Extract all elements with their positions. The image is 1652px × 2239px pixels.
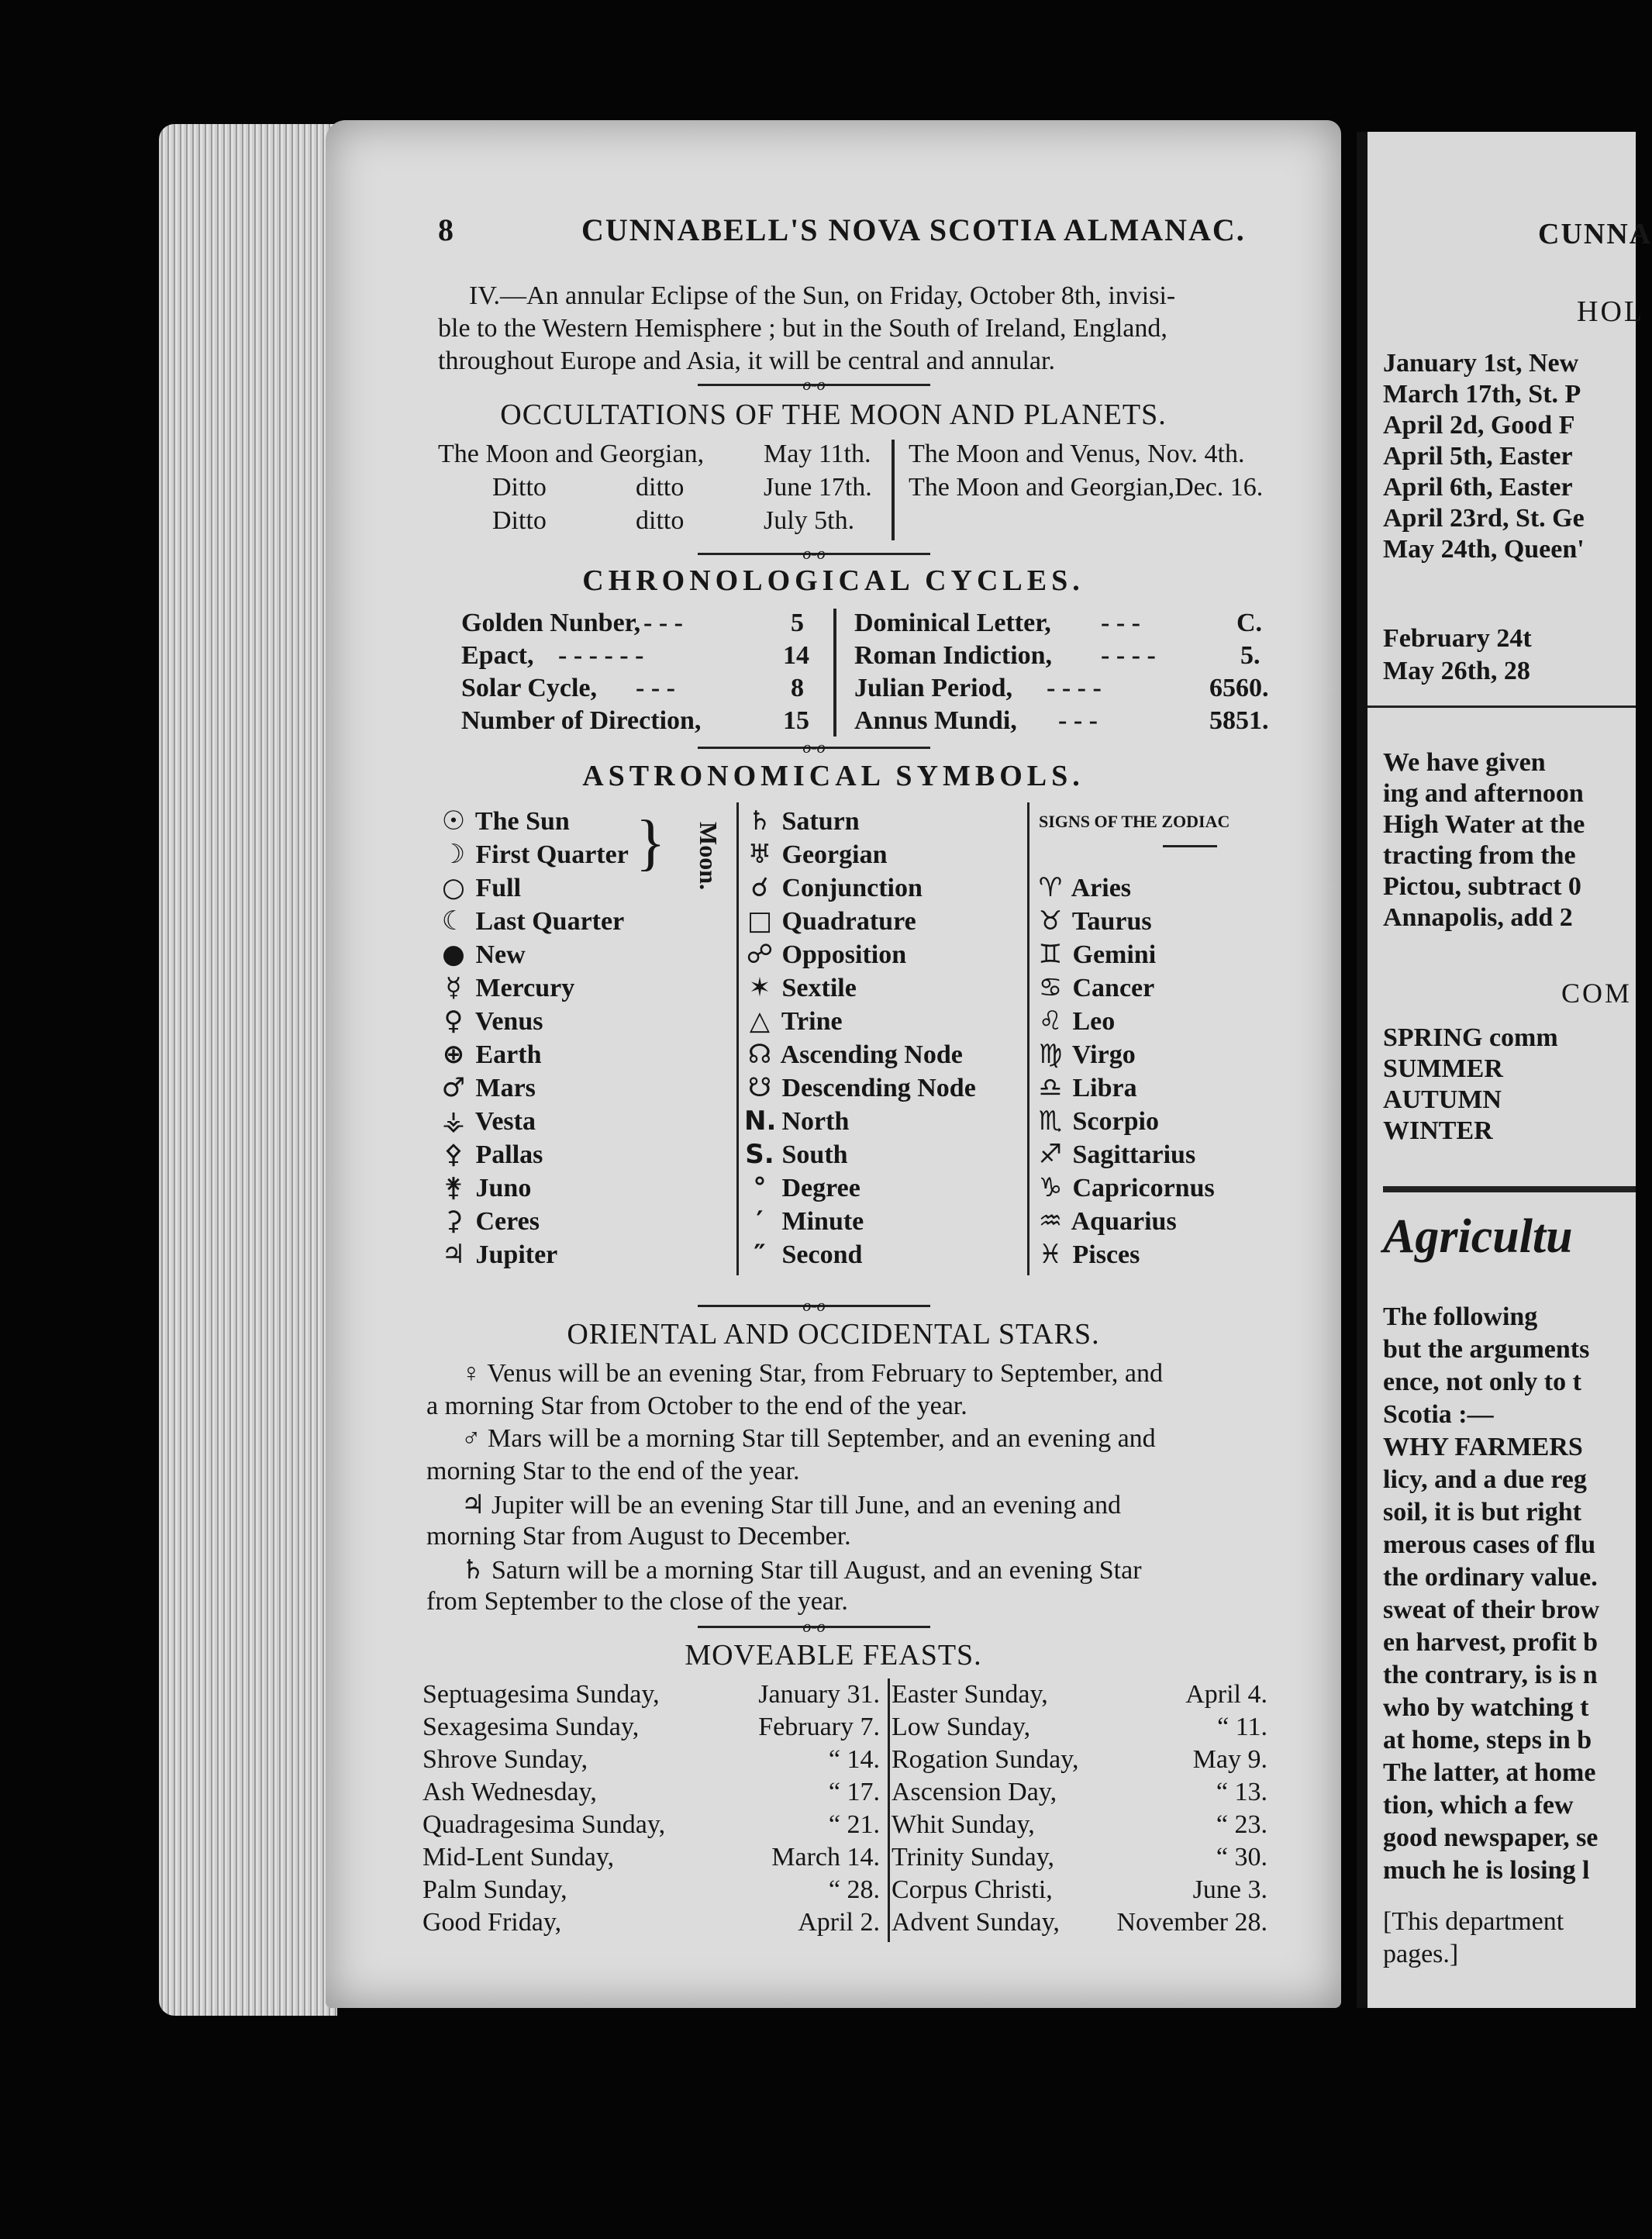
feast-right-name: Whit Sunday, — [892, 1810, 1035, 1839]
cycle-left-3-label: Solar Cycle, — [461, 674, 598, 702]
feast-left-name: Sexagesima Sunday, — [422, 1713, 640, 1741]
zodiac-row — [1035, 1239, 1140, 1270]
cycle-right-3-dash: - - - - — [1047, 674, 1102, 702]
zodiac-row — [1035, 1072, 1137, 1103]
aspect-symbol-icon: ″ — [754, 1239, 766, 1270]
planet-label: Mars — [469, 1074, 536, 1102]
right-holiday-line: March 17th, St. P — [1383, 380, 1581, 409]
right-agri-line: Scotia :— — [1383, 1400, 1494, 1429]
right-high-water-line: High Water at the — [1383, 810, 1585, 839]
right-other-date-1: February 24t — [1383, 624, 1532, 653]
stars-line-5: ♃ Jupiter will be an evening Star till June, and an evening and — [461, 1491, 1121, 1520]
right-season-line: SPRING comm — [1383, 1023, 1558, 1052]
zodiac-symbol-icon: ♈ — [1038, 872, 1063, 903]
feast-right-name: Corpus Christi, — [892, 1875, 1053, 1904]
aspect-row — [744, 872, 923, 903]
zodiac-row — [1035, 1039, 1136, 1070]
cycle-left-2-val: 14 — [783, 641, 809, 670]
planet-row — [438, 1172, 531, 1203]
aspect-row — [744, 839, 887, 870]
zodiac-label: Gemini — [1066, 940, 1157, 969]
stars-line-7: ♄ Saturn will be a morning Star till August, and an evening Star — [461, 1556, 1142, 1585]
aspect-label: Quadrature — [775, 907, 916, 936]
feast-right-date: “ 13. — [1216, 1778, 1267, 1806]
eclipse-line-3: throughout Europe and Asia, it will be central and annular. — [438, 347, 1055, 375]
feast-right-name: Advent Sunday, — [892, 1908, 1060, 1937]
cycle-right-4-dash: - - - — [1058, 706, 1098, 735]
aspect-symbol-icon: ✶ — [748, 972, 771, 1003]
right-holidays-title: HOL — [1577, 295, 1645, 328]
cycle-left-2-dash: - - - - - - — [558, 641, 644, 670]
aspect-label: North — [775, 1107, 850, 1136]
occ-right-2: The Moon and Georgian,Dec. 16. — [909, 473, 1264, 502]
right-agri-line: soil, it is but right — [1383, 1498, 1581, 1527]
feast-right-date: “ 23. — [1216, 1810, 1267, 1839]
right-season-line: AUTUMN — [1383, 1085, 1502, 1114]
zodiac-label: Scorpio — [1066, 1107, 1159, 1136]
cycle-left-3-dash: - - - — [636, 674, 675, 702]
planet-row — [438, 1006, 543, 1037]
planet-row — [438, 1039, 542, 1070]
right-holiday-line: April 23rd, St. Ge — [1383, 504, 1585, 533]
zodiac-label: Libra — [1066, 1074, 1137, 1102]
planet-row — [438, 806, 570, 837]
aspect-row — [744, 1139, 848, 1170]
planet-label: First Quarter — [469, 840, 629, 869]
cycle-left-2-label: Epact, — [461, 641, 534, 670]
zodiac-row — [1035, 1172, 1215, 1203]
zodiac-symbol-icon: ♒ — [1038, 1206, 1063, 1237]
occ-divider — [892, 440, 895, 540]
occ-left-2-label: Ditto — [492, 473, 547, 502]
cycles-divider — [833, 609, 836, 737]
planet-label: Mercury — [469, 974, 575, 1002]
right-holiday-line: April 5th, Easter — [1383, 442, 1573, 471]
cycle-right-3-val: 6560. — [1209, 674, 1269, 702]
planet-label: Last Quarter — [469, 907, 625, 936]
occ-left-2-ditto: ditto — [636, 473, 685, 502]
cycle-left-4-label: Number of Direction, — [461, 706, 702, 735]
feast-left-name: Shrove Sunday, — [422, 1745, 588, 1774]
right-page — [1357, 132, 1652, 2008]
zodiac-symbol-icon: ♉ — [1038, 906, 1063, 937]
zodiac-label: Taurus — [1066, 907, 1152, 936]
right-agri-line: at home, steps in b — [1383, 1726, 1592, 1754]
feast-left-name: Quadragesima Sunday, — [422, 1810, 666, 1839]
cycle-right-1-dash: - - - — [1101, 609, 1140, 637]
right-note-line-2: pages.] — [1383, 1940, 1459, 1968]
feast-left-date: “ 17. — [828, 1778, 880, 1806]
right-holiday-line: April 6th, Easter — [1383, 473, 1573, 502]
planet-label: Full — [469, 874, 522, 902]
right-holiday-line: April 2d, Good F — [1383, 411, 1575, 440]
planet-label: Jupiter — [469, 1240, 558, 1269]
right-season-line: SUMMER — [1383, 1054, 1503, 1083]
planet-row — [438, 906, 624, 937]
aspect-label: Second — [775, 1240, 863, 1269]
occ-left-3-label: Ditto — [492, 506, 547, 535]
cycle-right-2-val: 5. — [1240, 641, 1261, 670]
zodiac-symbol-icon: ♍ — [1038, 1039, 1063, 1070]
right-agri-line: who by watching t — [1383, 1693, 1589, 1722]
right-holiday-line: May 24th, Queen' — [1383, 535, 1585, 564]
planet-symbol-icon: ☾ — [441, 906, 466, 937]
zodiac-header-rule — [1163, 845, 1217, 847]
feast-right-name: Low Sunday, — [892, 1713, 1031, 1741]
right-agriculture-title: Agricultu — [1383, 1210, 1573, 1263]
ornament-1: o-o — [802, 374, 826, 394]
planet-label: The Sun — [469, 807, 570, 836]
zodiac-label: Aquarius — [1066, 1207, 1177, 1236]
planet-row — [438, 1206, 540, 1237]
zodiac-symbol-icon: ♌ — [1038, 1006, 1063, 1037]
planet-row — [438, 1072, 536, 1103]
occ-left-3-ditto: ditto — [636, 506, 685, 535]
aspect-symbol-icon: ′ — [756, 1206, 764, 1237]
planet-symbol-icon: ● — [442, 939, 465, 970]
planet-symbol-icon: ☽ — [441, 839, 466, 870]
aspect-symbol-icon: □ — [747, 906, 773, 937]
symbols-divider-2 — [1027, 802, 1029, 1275]
occ-left-2-date: June 17th. — [764, 473, 872, 502]
aspect-symbol-icon: ☋ — [747, 1072, 772, 1103]
zodiac-row — [1035, 1206, 1177, 1237]
feast-left-name: Good Friday, — [422, 1908, 562, 1937]
zodiac-row — [1035, 872, 1131, 903]
cycle-left-1-label: Golden Nunber, — [461, 609, 641, 637]
right-high-water-line: Annapolis, add 2 — [1383, 903, 1573, 932]
planet-symbol-icon: ☉ — [441, 806, 466, 837]
left-page — [326, 120, 1341, 2008]
zodiac-label: Virgo — [1066, 1040, 1136, 1069]
planet-label: Earth — [469, 1040, 542, 1069]
planet-row — [438, 939, 526, 970]
aspect-row — [744, 939, 906, 970]
zodiac-label: Cancer — [1066, 974, 1155, 1002]
zodiac-label: Pisces — [1066, 1240, 1140, 1269]
eclipse-line-2: ble to the Western Hemisphere ; but in the South of Ireland, England, — [438, 314, 1167, 343]
feast-right-date: “ 11. — [1217, 1713, 1267, 1741]
feast-left-name: Mid-Lent Sunday, — [422, 1843, 615, 1872]
zodiac-symbol-icon: ♋ — [1038, 972, 1063, 1003]
planet-symbol-icon: ⚵ — [443, 1172, 464, 1203]
right-running-title: CUNNA — [1538, 218, 1652, 250]
occultations-title: OCCULTATIONS OF THE MOON AND PLANETS. — [500, 398, 1167, 431]
feast-right-date: May 9. — [1192, 1745, 1267, 1774]
right-agri-line: licy, and a due reg — [1383, 1465, 1587, 1494]
planet-label: Venus — [469, 1007, 543, 1036]
planet-row — [438, 1239, 557, 1270]
feast-right-date: April 4. — [1185, 1680, 1267, 1709]
right-agri-line: but the arguments — [1383, 1335, 1590, 1364]
aspect-label: South — [775, 1140, 848, 1169]
right-agri-line: the contrary, is is n — [1383, 1661, 1598, 1689]
zodiac-symbol-icon: ♑ — [1038, 1172, 1063, 1203]
aspect-symbol-icon: ☊ — [747, 1039, 772, 1070]
planet-label: Ceres — [469, 1207, 540, 1236]
zodiac-label: Capricornus — [1066, 1174, 1215, 1202]
occ-left-3-date: July 5th. — [764, 506, 855, 535]
cycle-right-1-label: Dominical Letter, — [854, 609, 1051, 637]
aspect-row — [744, 1072, 976, 1103]
occ-left-1-date: May 11th. — [764, 440, 871, 468]
zodiac-header: SIGNS OF THE ZODIAC — [1039, 812, 1230, 831]
moon-label: Moon. — [695, 822, 723, 890]
stars-line-1: ♀ Venus will be an evening Star, from February to September, and — [461, 1359, 1164, 1388]
right-heavy-rule — [1383, 1186, 1636, 1192]
right-agri-line: ence, not only to t — [1383, 1368, 1581, 1396]
feast-left-date: “ 21. — [828, 1810, 880, 1839]
cycle-left-3-val: 8 — [791, 674, 804, 702]
right-agri-line: much he is losing l — [1383, 1856, 1590, 1885]
planet-symbol-icon: ⚶ — [442, 1106, 465, 1137]
moon-brace: } — [636, 809, 666, 877]
occ-right-1: The Moon and Venus, Nov. 4th. — [909, 440, 1245, 468]
cycle-right-2-label: Roman Indiction, — [854, 641, 1053, 670]
aspect-symbol-icon: △ — [749, 1006, 771, 1037]
stars-line-3: ♂ Mars will be a morning Star till September, and an evening and — [461, 1424, 1156, 1453]
symbols-divider-1 — [736, 802, 739, 1275]
stars-line-4: morning Star to the end of the year. — [426, 1457, 800, 1485]
feast-left-date: “ 14. — [828, 1745, 880, 1774]
aspect-row — [744, 1106, 849, 1137]
aspect-label: Descending Node — [775, 1074, 976, 1102]
running-title: CUNNABELL'S NOVA SCOTIA ALMANAC. — [581, 212, 1246, 247]
cycles-title: CHRONOLOGICAL CYCLES. — [582, 564, 1085, 597]
zodiac-row — [1035, 972, 1154, 1003]
zodiac-label: Aries — [1066, 874, 1132, 902]
planet-label: Pallas — [469, 1140, 543, 1169]
right-agri-line: The following — [1383, 1302, 1538, 1331]
cycle-right-2-dash: - - - - — [1101, 641, 1156, 670]
right-high-water-line: ing and afternoon — [1383, 779, 1584, 808]
aspect-label: Opposition — [775, 940, 907, 969]
feast-right-name: Rogation Sunday, — [892, 1745, 1079, 1774]
planet-symbol-icon: ⚴ — [443, 1139, 464, 1170]
right-agri-line: merous cases of flu — [1383, 1530, 1596, 1559]
right-rule-1 — [1367, 706, 1636, 708]
zodiac-symbol-icon: ♎ — [1038, 1072, 1063, 1103]
aspect-label: Georgian — [775, 840, 888, 869]
zodiac-row — [1035, 1139, 1195, 1170]
zodiac-symbol-icon: ♏ — [1038, 1106, 1063, 1137]
aspect-row — [744, 906, 916, 937]
aspect-label: Conjunction — [775, 874, 923, 902]
planet-symbol-icon: ♃ — [441, 1239, 466, 1270]
aspect-label: Degree — [775, 1174, 860, 1202]
planet-symbol-icon: ♂ — [441, 1072, 466, 1103]
eclipse-line-1: IV.—An annular Eclipse of the Sun, on Friday, October 8th, invisi- — [469, 281, 1176, 310]
planet-label: Vesta — [469, 1107, 536, 1136]
page-number: 8 — [438, 212, 455, 247]
stars-line-6: morning Star from August to December. — [426, 1522, 851, 1551]
feast-right-name: Trinity Sunday, — [892, 1843, 1055, 1872]
ornament-5: o-o — [802, 1616, 826, 1636]
right-high-water-line: We have given — [1383, 748, 1546, 777]
planet-symbol-icon: ♀ — [443, 1006, 464, 1037]
feast-left-name: Palm Sunday, — [422, 1875, 567, 1904]
aspect-label: Minute — [775, 1207, 864, 1236]
right-high-water-line: tracting from the — [1383, 841, 1576, 870]
aspect-label: Sextile — [775, 974, 857, 1002]
right-other-date-2: May 26th, 28 — [1383, 657, 1530, 685]
right-holiday-line: January 1st, New — [1383, 349, 1579, 378]
feast-left-date: January 31. — [758, 1680, 880, 1709]
planet-symbol-icon: ⊕ — [442, 1039, 465, 1070]
right-agri-line: WHY FARMERS — [1383, 1433, 1583, 1461]
feast-left-name: Septuagesima Sunday, — [422, 1680, 660, 1709]
aspect-symbol-icon: ♄ — [747, 806, 772, 837]
planet-row — [438, 1106, 536, 1137]
aspect-row — [744, 1172, 860, 1203]
feast-right-date: November 28. — [1116, 1908, 1267, 1937]
planet-row — [438, 872, 521, 903]
zodiac-row — [1035, 906, 1152, 937]
aspect-symbol-icon: S. — [745, 1139, 774, 1170]
feast-left-date: “ 28. — [828, 1875, 880, 1904]
zodiac-row — [1035, 1006, 1115, 1037]
aspect-label: Saturn — [775, 807, 860, 836]
zodiac-label: Leo — [1066, 1007, 1116, 1036]
aspect-symbol-icon: ☌ — [750, 872, 769, 903]
occ-left-1-label: The Moon and Georgian, — [438, 440, 705, 468]
aspect-symbol-icon: ☍ — [746, 939, 774, 970]
aspect-symbol-icon: ♅ — [747, 839, 772, 870]
aspect-label: Ascending Node — [775, 1040, 963, 1069]
zodiac-symbol-icon: ♓ — [1038, 1239, 1063, 1270]
right-seasons-title: COM — [1561, 978, 1633, 1009]
cycle-left-4-val: 15 — [783, 706, 809, 735]
feast-right-name: Easter Sunday, — [892, 1680, 1048, 1709]
zodiac-label: Sagittarius — [1066, 1140, 1196, 1169]
ornament-2: o-o — [802, 543, 826, 563]
right-agri-line: sweat of their brow — [1383, 1596, 1600, 1624]
planet-symbol-icon: ⚳ — [443, 1206, 464, 1237]
stars-line-2: a morning Star from October to the end of the year. — [426, 1392, 967, 1420]
feast-left-date: March 14. — [771, 1843, 880, 1872]
zodiac-row — [1035, 1106, 1159, 1137]
ornament-3: o-o — [802, 737, 826, 757]
planet-symbol-icon: ○ — [442, 872, 465, 903]
cycle-left-1-val: 5 — [791, 609, 804, 637]
right-season-line: WINTER — [1383, 1116, 1493, 1145]
feast-left-date: April 2. — [798, 1908, 880, 1937]
planet-row — [438, 839, 629, 870]
planet-row — [438, 972, 574, 1003]
stars-line-8: from September to the close of the year. — [426, 1587, 848, 1616]
feast-left-name: Ash Wednesday, — [422, 1778, 597, 1806]
feast-right-date: June 3. — [1192, 1875, 1267, 1904]
cycle-right-4-label: Annus Mundi, — [854, 706, 1017, 735]
aspect-label: Trine — [775, 1007, 843, 1036]
right-note-line-1: [This department — [1383, 1907, 1564, 1936]
feasts-divider — [888, 1678, 890, 1942]
zodiac-symbol-icon: ♊ — [1038, 939, 1063, 970]
feast-left-date: February 7. — [758, 1713, 880, 1741]
aspect-row — [744, 806, 860, 837]
zodiac-row — [1035, 939, 1156, 970]
right-agri-line: en harvest, profit b — [1383, 1628, 1599, 1657]
cycle-right-1-val: C. — [1236, 609, 1263, 637]
feasts-title: MOVEABLE FEASTS. — [685, 1639, 982, 1671]
zodiac-symbol-icon: ♐ — [1038, 1139, 1063, 1170]
right-agri-line: good newspaper, se — [1383, 1823, 1599, 1852]
right-agri-line: The latter, at home — [1383, 1758, 1596, 1787]
aspect-row — [744, 1006, 843, 1037]
aspect-symbol-icon: N. — [744, 1106, 777, 1137]
symbols-title: ASTRONOMICAL SYMBOLS. — [582, 760, 1085, 792]
planet-symbol-icon: ☿ — [445, 972, 462, 1003]
right-agri-line: tion, which a few — [1383, 1791, 1574, 1820]
aspect-row — [744, 1206, 864, 1237]
aspect-row — [744, 1039, 963, 1070]
book-page-edges — [159, 124, 337, 2016]
ornament-4: o-o — [802, 1295, 826, 1315]
cycle-right-3-label: Julian Period, — [854, 674, 1013, 702]
planet-label: New — [469, 940, 526, 969]
planet-row — [438, 1139, 543, 1170]
aspect-symbol-icon: ° — [753, 1172, 767, 1203]
stars-title: ORIENTAL AND OCCIDENTAL STARS. — [567, 1318, 1100, 1351]
right-high-water-line: Pictou, subtract 0 — [1383, 872, 1581, 901]
planet-label: Juno — [469, 1174, 532, 1202]
feast-right-name: Ascension Day, — [892, 1778, 1057, 1806]
cycle-right-4-val: 5851. — [1209, 706, 1269, 735]
aspect-row — [744, 972, 857, 1003]
right-agri-line: the ordinary value. — [1383, 1563, 1598, 1592]
feast-right-date: “ 30. — [1216, 1843, 1267, 1872]
cycle-left-1-dash: - - - — [643, 609, 683, 637]
aspect-row — [744, 1239, 862, 1270]
